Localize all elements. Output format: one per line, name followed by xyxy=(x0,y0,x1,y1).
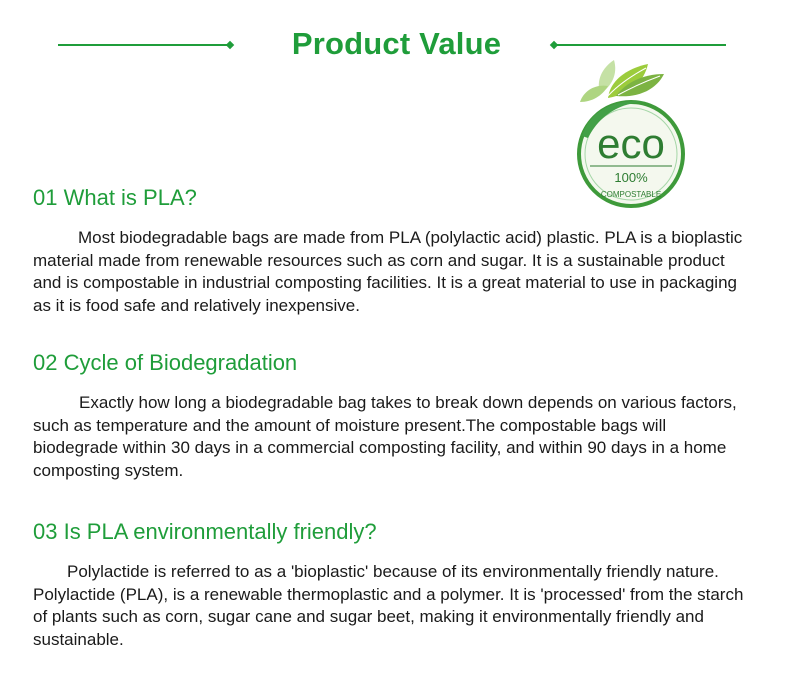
section-body-cycle-of-biodegradation: Exactly how long a biodegradable bag takes to break down depends on various factors, such as temperature and the amount of moisture present.The compostable bags will biodegrade within 30 days in a commercial composting facility, and within 90 days in a home composting system. xyxy=(33,393,737,481)
eco-compostable-badge xyxy=(560,58,702,210)
header-rule-right xyxy=(554,44,726,46)
section-title-what-is-pla: 01 What is PLA? xyxy=(33,185,197,210)
badge-percent-text: 100% xyxy=(614,170,648,185)
page-title: Product Value xyxy=(291,26,502,61)
leaf-icon xyxy=(580,60,664,102)
badge-main-text: eco xyxy=(597,120,665,167)
badge-sub-text: COMPOSTABLE xyxy=(600,190,662,199)
section-title-cycle-of-biodegradation: 02 Cycle of Biodegradation xyxy=(33,350,298,375)
section-title-environmentally-friendly: 03 Is PLA environmentally friendly? xyxy=(33,519,377,544)
section-body-environmentally-friendly: Polylactide is referred to as a 'bioplastic' because of its environmentally friendly nature. Polylactide (PLA), is a renewable thermoplastic and a polymer. It is 'processed' from the starch of plants such as corn, sugar cane and sugar beet, making it environmentally friendly and sustainable. xyxy=(33,562,744,650)
section-body-what-is-pla: Most biodegradable bags are made from PLA (polylactic acid) plastic. PLA is a bioplastic material made from renewable resources such as corn and sugar. It is a sustainable product and is compostable in industrial composting facilities. It is a great material to use in packaging as it is food safe and relatively inexpensive. xyxy=(33,228,743,316)
